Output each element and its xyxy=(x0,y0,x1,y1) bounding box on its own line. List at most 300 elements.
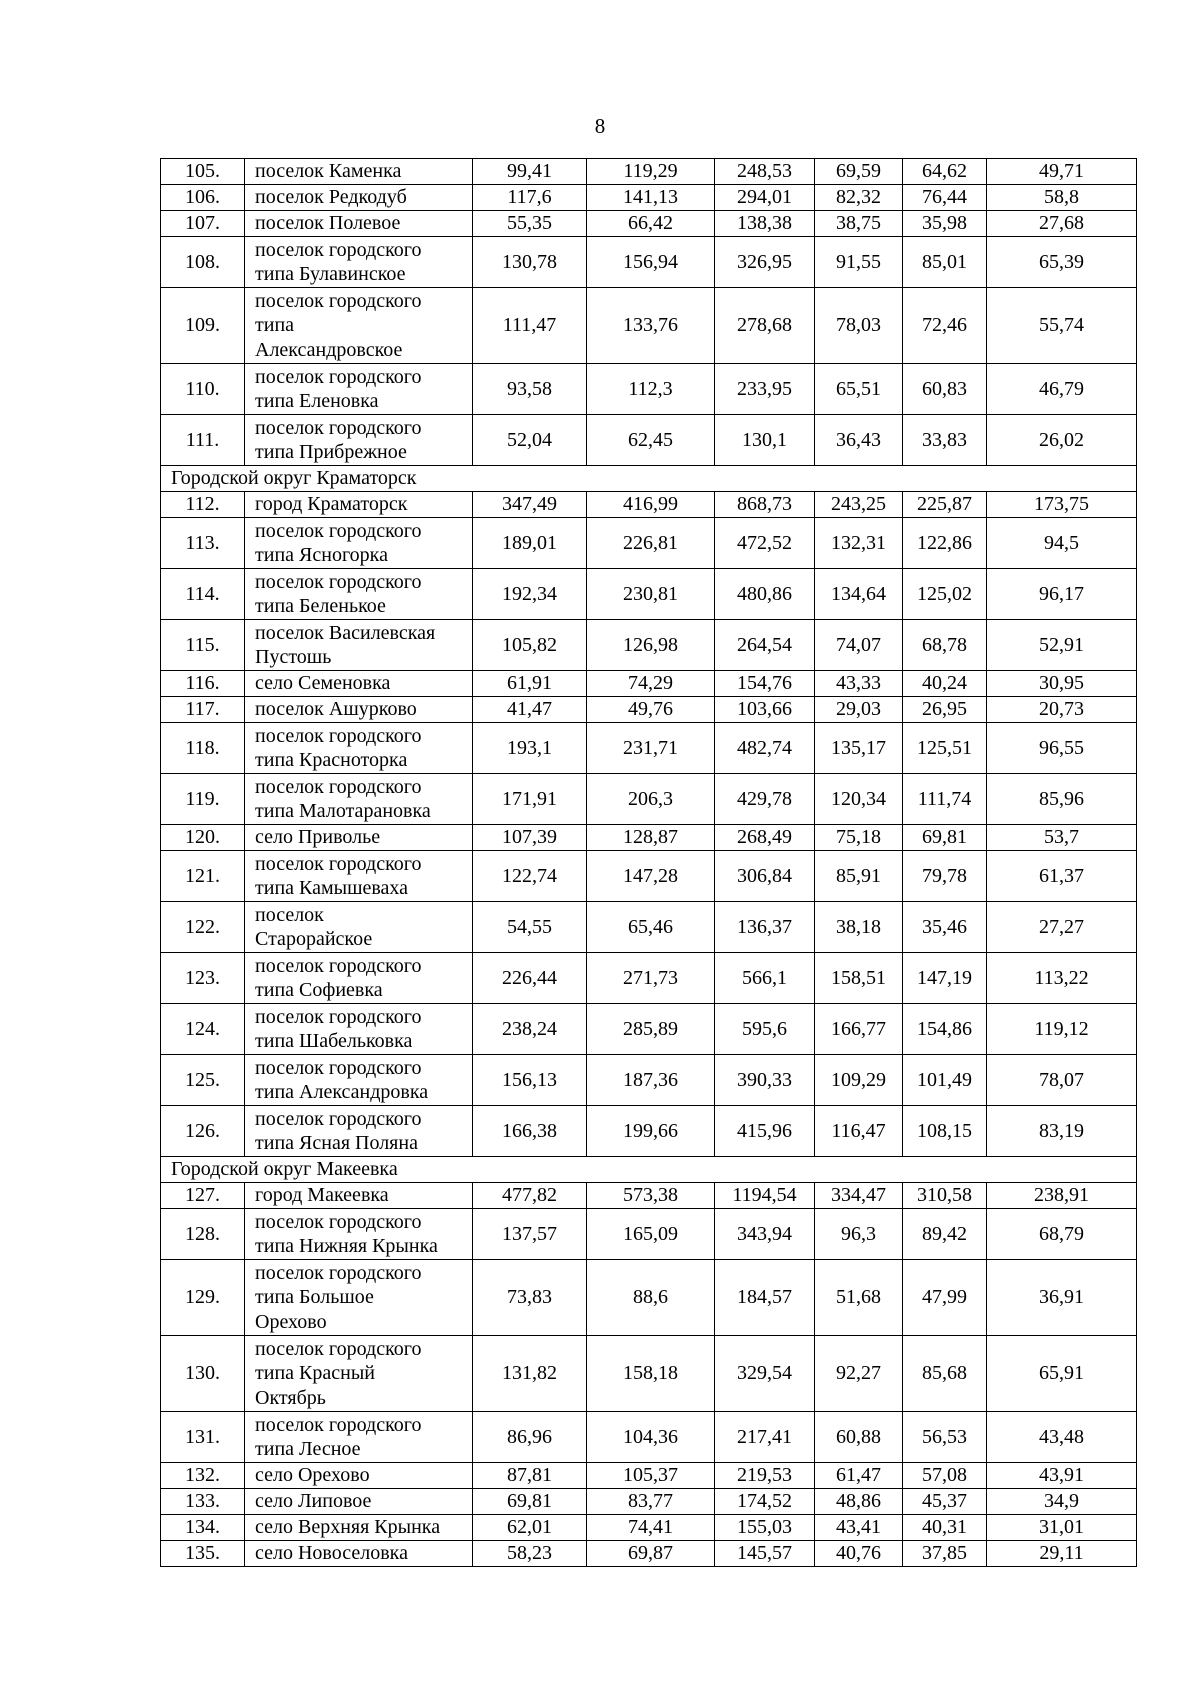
table-row xyxy=(161,1004,1137,1055)
settlement-name xyxy=(245,1515,473,1541)
value-cell-3: 248,53 xyxy=(715,159,815,185)
settlement-name-line: поселок городского xyxy=(255,570,422,593)
value-cell-3: 329,54 xyxy=(715,1336,815,1412)
value-cell-5: 69,81 xyxy=(903,825,987,851)
value-cell-2: 206,3 xyxy=(587,774,715,825)
value-cell-4: 69,59 xyxy=(815,159,903,185)
page-number: 8 xyxy=(594,114,606,138)
value-cell-3: 217,41 xyxy=(715,1412,815,1463)
value-cell-1: 122,74 xyxy=(473,851,587,902)
value-cell-4: 92,27 xyxy=(815,1336,903,1412)
value-cell-1: 117,6 xyxy=(473,185,587,211)
value-cell-1: 58,23 xyxy=(473,1541,587,1567)
value-cell-5: 89,42 xyxy=(903,1209,987,1260)
settlement-name-line: типа Ясная Поляна xyxy=(255,1132,418,1154)
value-cell-3: 155,03 xyxy=(715,1515,815,1541)
value-cell-6: 58,8 xyxy=(987,185,1137,211)
value-cell-2: 271,73 xyxy=(587,953,715,1004)
value-cell-6: 27,68 xyxy=(987,211,1137,237)
settlement-name xyxy=(245,620,473,671)
value-cell-6: 78,07 xyxy=(987,1055,1137,1106)
row-number: 128. xyxy=(161,1209,245,1260)
value-cell-6: 55,74 xyxy=(987,288,1137,364)
value-cell-5: 85,01 xyxy=(903,237,987,288)
value-cell-6: 65,39 xyxy=(987,237,1137,288)
value-cell-3: 326,95 xyxy=(715,237,815,288)
table-row xyxy=(161,723,1137,774)
settlement-name-line: поселок городского xyxy=(255,519,422,542)
value-cell-3: 415,96 xyxy=(715,1106,815,1157)
value-cell-4: 36,43 xyxy=(815,415,903,466)
table-row xyxy=(161,1412,1137,1463)
value-cell-4: 96,3 xyxy=(815,1209,903,1260)
value-cell-1: 166,38 xyxy=(473,1106,587,1157)
value-cell-5: 64,62 xyxy=(903,159,987,185)
settlement-name xyxy=(245,1489,473,1515)
value-cell-2: 66,42 xyxy=(587,211,715,237)
value-cell-2: 187,36 xyxy=(587,1055,715,1106)
settlement-name xyxy=(245,237,473,288)
value-cell-1: 192,34 xyxy=(473,569,587,620)
settlement-name-line: поселок городского xyxy=(255,289,422,312)
row-number: 118. xyxy=(161,723,245,774)
settlement-name-line: село Новоселовка xyxy=(255,1542,408,1565)
settlement-name-line: поселок городского xyxy=(255,775,422,798)
section-title: Городской округ Макеевка xyxy=(161,1157,1137,1183)
value-cell-1: 99,41 xyxy=(473,159,587,185)
value-cell-2: 158,18 xyxy=(587,1336,715,1412)
settlement-name xyxy=(245,1541,473,1567)
value-cell-6: 46,79 xyxy=(987,364,1137,415)
settlement-name xyxy=(245,518,473,569)
value-cell-2: 112,3 xyxy=(587,364,715,415)
value-cell-2: 573,38 xyxy=(587,1183,715,1209)
settlement-name-line: поселок городского xyxy=(255,1261,422,1284)
settlement-name xyxy=(245,671,473,697)
value-cell-2: 133,76 xyxy=(587,288,715,364)
settlement-name xyxy=(245,1055,473,1106)
value-cell-1: 347,49 xyxy=(473,492,587,518)
settlement-name-line: село Верхняя Крынка xyxy=(255,1516,441,1539)
value-cell-5: 35,46 xyxy=(903,902,987,953)
row-number: 112. xyxy=(161,492,245,518)
row-number: 113. xyxy=(161,518,245,569)
value-cell-4: 43,33 xyxy=(815,671,903,697)
settlement-name xyxy=(245,1183,473,1209)
settlement-name-line: Октябрь xyxy=(255,1386,326,1409)
settlement-name-line: поселок городского xyxy=(255,1005,422,1028)
value-cell-1: 131,82 xyxy=(473,1336,587,1412)
value-cell-5: 76,44 xyxy=(903,185,987,211)
row-number: 125. xyxy=(161,1055,245,1106)
settlements-table xyxy=(160,158,1137,1567)
value-cell-5: 56,53 xyxy=(903,1412,987,1463)
settlement-name-line: типа xyxy=(255,314,295,337)
row-number: 108. xyxy=(161,237,245,288)
table-row xyxy=(161,1489,1137,1515)
value-cell-5: 101,49 xyxy=(903,1055,987,1106)
value-cell-3: 219,53 xyxy=(715,1463,815,1489)
table-row xyxy=(161,671,1137,697)
settlement-name-line: типа Булавинское xyxy=(255,263,406,285)
value-cell-4: 60,88 xyxy=(815,1412,903,1463)
settlement-name-line: поселок городского xyxy=(255,1107,422,1130)
value-cell-5: 26,95 xyxy=(903,697,987,723)
value-cell-2: 69,87 xyxy=(587,1541,715,1567)
table-row xyxy=(161,1515,1137,1541)
value-cell-6: 119,12 xyxy=(987,1004,1137,1055)
table-row xyxy=(161,697,1137,723)
settlement-name-line: типа Нижняя Крынка xyxy=(255,1235,438,1257)
value-cell-1: 137,57 xyxy=(473,1209,587,1260)
table-row xyxy=(161,902,1137,953)
settlement-name xyxy=(245,851,473,902)
value-cell-4: 74,07 xyxy=(815,620,903,671)
row-number: 132. xyxy=(161,1463,245,1489)
value-cell-4: 135,17 xyxy=(815,723,903,774)
table-row xyxy=(161,1183,1137,1209)
value-cell-6: 96,17 xyxy=(987,569,1137,620)
table-row xyxy=(161,492,1137,518)
table-row xyxy=(161,1260,1137,1336)
value-cell-6: 52,91 xyxy=(987,620,1137,671)
settlement-name-line: поселок городского xyxy=(255,954,422,977)
row-number: 131. xyxy=(161,1412,245,1463)
value-cell-3: 233,95 xyxy=(715,364,815,415)
value-cell-4: 65,51 xyxy=(815,364,903,415)
value-cell-2: 128,87 xyxy=(587,825,715,851)
row-number: 135. xyxy=(161,1541,245,1567)
table-body xyxy=(161,159,1137,1567)
row-number: 115. xyxy=(161,620,245,671)
value-cell-1: 93,58 xyxy=(473,364,587,415)
value-cell-3: 103,66 xyxy=(715,697,815,723)
settlement-name xyxy=(245,492,473,518)
settlement-name-line: поселок Каменка xyxy=(255,160,402,183)
section-row xyxy=(161,466,1137,492)
value-cell-5: 35,98 xyxy=(903,211,987,237)
value-cell-3: 482,74 xyxy=(715,723,815,774)
value-cell-4: 40,76 xyxy=(815,1541,903,1567)
value-cell-6: 94,5 xyxy=(987,518,1137,569)
settlement-name-line: типа Большое xyxy=(255,1286,374,1309)
settlement-name-line: типа Малотарановка xyxy=(255,800,431,822)
value-cell-4: 166,77 xyxy=(815,1004,903,1055)
value-cell-4: 75,18 xyxy=(815,825,903,851)
value-cell-1: 61,91 xyxy=(473,671,587,697)
value-cell-2: 119,29 xyxy=(587,159,715,185)
row-number: 133. xyxy=(161,1489,245,1515)
settlement-name xyxy=(245,1336,473,1412)
value-cell-3: 278,68 xyxy=(715,288,815,364)
settlement-name xyxy=(245,825,473,851)
value-cell-2: 199,66 xyxy=(587,1106,715,1157)
value-cell-3: 145,57 xyxy=(715,1541,815,1567)
row-number: 130. xyxy=(161,1336,245,1412)
value-cell-6: 68,79 xyxy=(987,1209,1137,1260)
value-cell-1: 105,82 xyxy=(473,620,587,671)
value-cell-2: 156,94 xyxy=(587,237,715,288)
settlement-name-line: типа Беленькое xyxy=(255,595,386,617)
value-cell-6: 43,48 xyxy=(987,1412,1137,1463)
value-cell-2: 147,28 xyxy=(587,851,715,902)
value-cell-3: 138,38 xyxy=(715,211,815,237)
value-cell-5: 40,31 xyxy=(903,1515,987,1541)
table-row xyxy=(161,518,1137,569)
value-cell-2: 226,81 xyxy=(587,518,715,569)
settlement-name xyxy=(245,1106,473,1157)
value-cell-4: 82,32 xyxy=(815,185,903,211)
table-row xyxy=(161,211,1137,237)
row-number: 134. xyxy=(161,1515,245,1541)
value-cell-4: 38,75 xyxy=(815,211,903,237)
settlement-name-line: поселок городского xyxy=(255,365,422,388)
value-cell-1: 189,01 xyxy=(473,518,587,569)
value-cell-6: 31,01 xyxy=(987,1515,1137,1541)
settlement-name-line: село Семеновка xyxy=(255,672,391,695)
value-cell-5: 125,02 xyxy=(903,569,987,620)
value-cell-6: 20,73 xyxy=(987,697,1137,723)
settlement-name xyxy=(245,159,473,185)
value-cell-5: 79,78 xyxy=(903,851,987,902)
settlement-name-line: типа Прибрежное xyxy=(255,441,407,463)
table-row xyxy=(161,237,1137,288)
value-cell-4: 120,34 xyxy=(815,774,903,825)
settlement-name-line: Пустошь xyxy=(255,646,332,668)
settlement-name-line: типа Лесное xyxy=(255,1438,361,1460)
value-cell-6: 238,91 xyxy=(987,1183,1137,1209)
value-cell-5: 57,08 xyxy=(903,1463,987,1489)
value-cell-3: 868,73 xyxy=(715,492,815,518)
value-cell-4: 134,64 xyxy=(815,569,903,620)
table-row xyxy=(161,159,1137,185)
value-cell-1: 69,81 xyxy=(473,1489,587,1515)
settlement-name-line: село Липовое xyxy=(255,1490,372,1513)
value-cell-6: 49,71 xyxy=(987,159,1137,185)
value-cell-6: 27,27 xyxy=(987,902,1137,953)
section-title: Городской округ Краматорск xyxy=(161,466,1137,492)
row-number: 116. xyxy=(161,671,245,697)
value-cell-6: 34,9 xyxy=(987,1489,1137,1515)
row-number: 109. xyxy=(161,288,245,364)
settlement-name-line: типа Софиевка xyxy=(255,979,383,1001)
row-number: 122. xyxy=(161,902,245,953)
value-cell-1: 41,47 xyxy=(473,697,587,723)
value-cell-1: 107,39 xyxy=(473,825,587,851)
settlement-name-line: поселок городского xyxy=(255,1210,422,1233)
value-cell-5: 47,99 xyxy=(903,1260,987,1336)
settlement-name-line: Старорайское xyxy=(255,928,373,950)
value-cell-4: 29,03 xyxy=(815,697,903,723)
table-row xyxy=(161,953,1137,1004)
settlement-name xyxy=(245,902,473,953)
value-cell-2: 104,36 xyxy=(587,1412,715,1463)
value-cell-3: 472,52 xyxy=(715,518,815,569)
value-cell-5: 125,51 xyxy=(903,723,987,774)
value-cell-2: 230,81 xyxy=(587,569,715,620)
value-cell-1: 55,35 xyxy=(473,211,587,237)
value-cell-4: 43,41 xyxy=(815,1515,903,1541)
value-cell-6: 96,55 xyxy=(987,723,1137,774)
value-cell-5: 154,86 xyxy=(903,1004,987,1055)
settlement-name-line: типа Ясногорка xyxy=(255,544,388,566)
value-cell-3: 390,33 xyxy=(715,1055,815,1106)
value-cell-1: 156,13 xyxy=(473,1055,587,1106)
table-row xyxy=(161,1336,1137,1412)
value-cell-3: 136,37 xyxy=(715,902,815,953)
value-cell-2: 141,13 xyxy=(587,185,715,211)
value-cell-5: 147,19 xyxy=(903,953,987,1004)
settlement-name-line: Орехово xyxy=(255,1310,327,1333)
value-cell-6: 65,91 xyxy=(987,1336,1137,1412)
value-cell-2: 65,46 xyxy=(587,902,715,953)
settlement-name xyxy=(245,364,473,415)
settlement-name xyxy=(245,953,473,1004)
value-cell-2: 105,37 xyxy=(587,1463,715,1489)
value-cell-3: 595,6 xyxy=(715,1004,815,1055)
settlement-name-line: типа Красноторка xyxy=(255,749,408,771)
row-number: 127. xyxy=(161,1183,245,1209)
row-number: 119. xyxy=(161,774,245,825)
settlement-name-line: типа Александровка xyxy=(255,1081,429,1103)
settlement-name-line: типа Шабельковка xyxy=(255,1030,413,1052)
settlement-name xyxy=(245,1004,473,1055)
settlement-name-line: село Приволье xyxy=(255,826,381,849)
value-cell-4: 38,18 xyxy=(815,902,903,953)
value-cell-5: 60,83 xyxy=(903,364,987,415)
value-cell-4: 109,29 xyxy=(815,1055,903,1106)
table-row xyxy=(161,851,1137,902)
value-cell-1: 477,82 xyxy=(473,1183,587,1209)
value-cell-2: 126,98 xyxy=(587,620,715,671)
row-number: 110. xyxy=(161,364,245,415)
settlement-name-line: поселок городского xyxy=(255,238,422,261)
value-cell-4: 158,51 xyxy=(815,953,903,1004)
value-cell-5: 40,24 xyxy=(903,671,987,697)
value-cell-1: 193,1 xyxy=(473,723,587,774)
settlement-name xyxy=(245,569,473,620)
value-cell-3: 264,54 xyxy=(715,620,815,671)
value-cell-4: 334,47 xyxy=(815,1183,903,1209)
value-cell-2: 74,29 xyxy=(587,671,715,697)
settlement-name-line: поселок Василевская xyxy=(255,621,436,644)
value-cell-3: 294,01 xyxy=(715,185,815,211)
value-cell-3: 268,49 xyxy=(715,825,815,851)
value-cell-4: 51,68 xyxy=(815,1260,903,1336)
value-cell-1: 111,47 xyxy=(473,288,587,364)
value-cell-5: 225,87 xyxy=(903,492,987,518)
value-cell-5: 310,58 xyxy=(903,1183,987,1209)
row-number: 129. xyxy=(161,1260,245,1336)
value-cell-3: 130,1 xyxy=(715,415,815,466)
value-cell-5: 85,68 xyxy=(903,1336,987,1412)
settlement-name-line: поселок городского xyxy=(255,724,422,747)
value-cell-6: 83,19 xyxy=(987,1106,1137,1157)
value-cell-4: 243,25 xyxy=(815,492,903,518)
settlement-name-line: город Макеевка xyxy=(255,1184,389,1207)
value-cell-3: 343,94 xyxy=(715,1209,815,1260)
row-number: 107. xyxy=(161,211,245,237)
value-cell-2: 285,89 xyxy=(587,1004,715,1055)
settlement-name-line: поселок xyxy=(255,903,324,926)
value-cell-4: 48,86 xyxy=(815,1489,903,1515)
table-row xyxy=(161,288,1137,364)
value-cell-1: 238,24 xyxy=(473,1004,587,1055)
section-row xyxy=(161,1157,1137,1183)
value-cell-3: 429,78 xyxy=(715,774,815,825)
value-cell-4: 61,47 xyxy=(815,1463,903,1489)
table-row xyxy=(161,415,1137,466)
settlement-name-line: поселок городского xyxy=(255,1413,422,1436)
value-cell-1: 171,91 xyxy=(473,774,587,825)
settlement-name xyxy=(245,723,473,774)
value-cell-5: 37,85 xyxy=(903,1541,987,1567)
value-cell-2: 165,09 xyxy=(587,1209,715,1260)
value-cell-2: 416,99 xyxy=(587,492,715,518)
table-row xyxy=(161,1463,1137,1489)
settlement-name-line: поселок городского xyxy=(255,1056,422,1079)
value-cell-4: 85,91 xyxy=(815,851,903,902)
value-cell-3: 184,57 xyxy=(715,1260,815,1336)
value-cell-1: 73,83 xyxy=(473,1260,587,1336)
value-cell-1: 130,78 xyxy=(473,237,587,288)
value-cell-2: 83,77 xyxy=(587,1489,715,1515)
value-cell-4: 132,31 xyxy=(815,518,903,569)
value-cell-5: 45,37 xyxy=(903,1489,987,1515)
value-cell-2: 231,71 xyxy=(587,723,715,774)
value-cell-1: 87,81 xyxy=(473,1463,587,1489)
table-row xyxy=(161,620,1137,671)
settlement-name-line: типа Камышеваха xyxy=(255,877,409,899)
settlement-name xyxy=(245,1209,473,1260)
row-number: 105. xyxy=(161,159,245,185)
settlement-name xyxy=(245,1463,473,1489)
settlement-name-line: город Краматорск xyxy=(255,493,408,516)
settlement-name-line: поселок Полевое xyxy=(255,212,401,235)
settlement-name xyxy=(245,211,473,237)
row-number: 106. xyxy=(161,185,245,211)
settlement-name-line: поселок городского xyxy=(255,1337,422,1360)
settlement-name-line: поселок Редкодуб xyxy=(255,186,407,209)
value-cell-6: 29,11 xyxy=(987,1541,1137,1567)
value-cell-6: 85,96 xyxy=(987,774,1137,825)
row-number: 120. xyxy=(161,825,245,851)
value-cell-6: 61,37 xyxy=(987,851,1137,902)
value-cell-6: 43,91 xyxy=(987,1463,1137,1489)
settlement-name xyxy=(245,1412,473,1463)
value-cell-5: 108,15 xyxy=(903,1106,987,1157)
table-row xyxy=(161,1106,1137,1157)
table-row xyxy=(161,185,1137,211)
table-row xyxy=(161,1541,1137,1567)
settlement-name xyxy=(245,185,473,211)
row-number: 123. xyxy=(161,953,245,1004)
value-cell-1: 52,04 xyxy=(473,415,587,466)
table-row xyxy=(161,774,1137,825)
settlement-name xyxy=(245,774,473,825)
value-cell-3: 1194,54 xyxy=(715,1183,815,1209)
value-cell-6: 30,95 xyxy=(987,671,1137,697)
value-cell-1: 86,96 xyxy=(473,1412,587,1463)
table-row xyxy=(161,364,1137,415)
value-cell-6: 113,22 xyxy=(987,953,1137,1004)
value-cell-6: 173,75 xyxy=(987,492,1137,518)
value-cell-5: 68,78 xyxy=(903,620,987,671)
settlement-name-line: типа Красный xyxy=(255,1362,375,1385)
value-cell-1: 62,01 xyxy=(473,1515,587,1541)
settlement-name xyxy=(245,1260,473,1336)
row-number: 114. xyxy=(161,569,245,620)
